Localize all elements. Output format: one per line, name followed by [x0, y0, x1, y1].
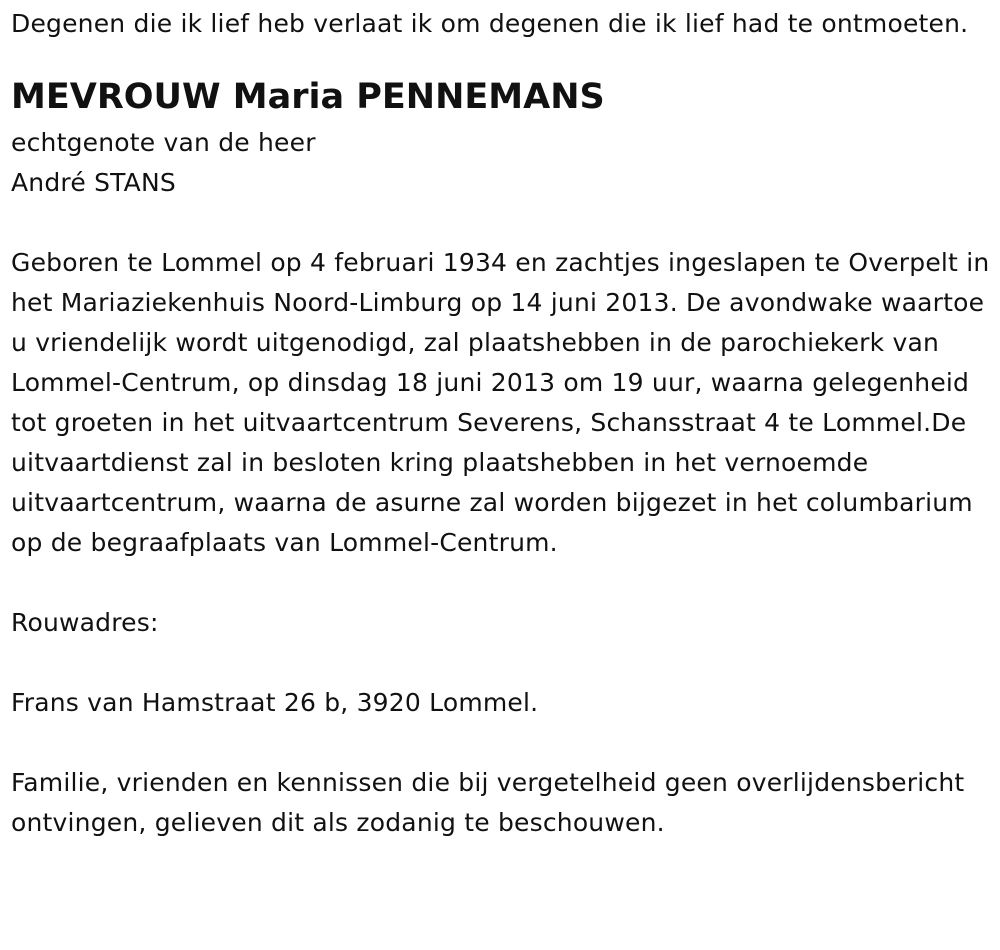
obituary-notice: [11, 0, 996, 843]
spacer: [11, 203, 996, 243]
spacer: [11, 723, 996, 763]
spacer: [11, 643, 996, 683]
details-paragraph: Geboren te Lommel op 4 februari 1934 en zachtjes ingeslapen te Overpelt in het Mariaziekenhuis Noord-Limburg op 14 juni 2013. De avondwake waartoe u vriendelijk wordt uitgenodigd, zal plaatshebben in de parochiekerk van Lommel-Centrum, op dinsdag 18 juni 2013 om 19 uur, waarna gelegenheid tot groeten in het uitvaartcentrum Severens, Schansstraat 4 te Lommel.De uitvaartdienst zal in besloten kring plaatshebben in het vernoemde uitvaartcentrum, waarna de asurne zal worden bijgezet in het columbarium op de begraafplaats van Lommel-Centrum.: [11, 248, 990, 557]
address-value: Frans van Hamstraat 26 b, 3920 Lommel.: [11, 688, 539, 717]
spouse-name: André STANS: [11, 168, 176, 197]
relation-text: echtgenote van de heer: [11, 128, 316, 157]
spacer: [11, 563, 996, 603]
closing-text: Familie, vrienden en kennissen die bij vergetelheid geen overlijdensbericht ontvingen, gelieven dit als zodanig te beschouwen.: [11, 768, 965, 837]
deceased-name: MEVROUW Maria PENNEMANS: [11, 77, 605, 117]
address-label: Rouwadres:: [11, 608, 159, 637]
motto-text: Degenen die ik lief heb verlaat ik om degenen die ik lief had te ontmoeten.: [11, 9, 969, 38]
